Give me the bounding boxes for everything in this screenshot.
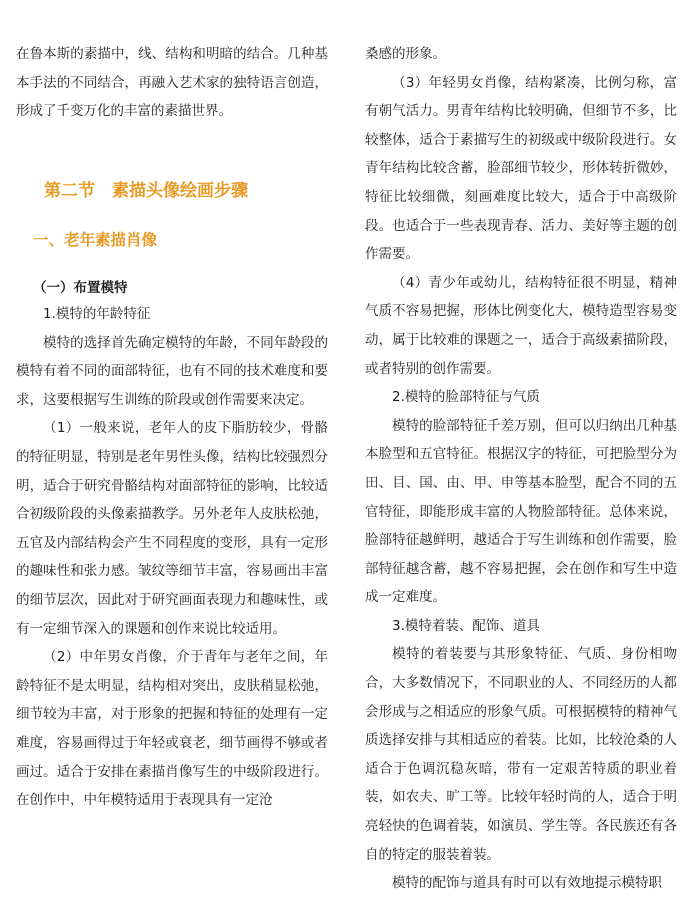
right-paragraph: （3）年轻男女肖像，结构紧凑，比例匀称，富有朝气活力。男青年结构比较明确，但细节不多，比较整体，适合于素描写生的初级或中级阶段进行。女青年结构比较含蓄，脸部细节较少，形体转折微妙，特征比较细微，刻画难度比较大，适合于中高级阶段。也适合于一些表现青春、活力、美好等主题的创作需要。 [365,74,677,263]
left-paragraph: （2）中年男女肖像，介于青年与老年之间，年龄特征不是太明显，结构相对突出，皮肤稍显松弛，细节较为丰富，对于形象的把握和特征的处理有一定难度，容易画得过于年轻或衰老，细节画得不够或者画过。适合于安排在素描肖像写生的中级阶段进行。在创作中，中年模特适用于表现具有一定沧 [16,649,328,809]
right-paragraph: 模特的着装要与其形象特征、气质、身份相吻合，大多数情况下，不同职业的人、不同经历的人都会形成与之相适应的形象气质。可根据模特的精神气质选择安排与其相适应的着装。比如，比较沧桑的人适合于色调沉稳灰暗，带有一定艰苦特质的职业着装，如农夫、旷工等。比较年轻时尚的人，适合于明亮轻快的色调着装，如演员、学生等。各民族还有各自的特定的服装着装。 [365,646,677,863]
right-paragraph: 2.模特的脸部特征与气质 [392,389,540,406]
right-paragraph: 桑感的形象。 [365,46,446,62]
right-paragraph: 模特的脸部特征千差万别，但可以归纳出几种基本脸型和五官特征。根据汉字的特征，可把脸型分为田、目、国、由、甲、申等基本脸型，配合不同的五官特征，即能形成丰富的人物脸部特征。总体来说，脸部特征越鲜明，越适合于写生训练和创作需要，脸部特征越含蓄，越不容易把握，会在创作和写生中造成一定难度。 [365,417,677,606]
right-paragraph: （4）青少年或幼儿，结构特征很不明显，精神气质不容易把握，形体比例变化大，模特造型容易变动，属于比较难的课题之一，适合于高级素描阶段，或者特别的创作需要。 [365,274,677,377]
left-column [16,40,328,126]
left-top-paragraph: 在鲁本斯的素描中，线、结构和明暗的结合。几种基本手法的不同结合，再融入艺术家的独特语言创造，形成了千变万化的丰富的素描世界。 [16,46,328,120]
subsection-title: 一、老年素描肖像 [33,231,158,249]
right-paragraph: 模特的配饰与道具有时可以有效地提示模特职 [392,875,662,892]
left-paragraph: 模特的选择首先确定模特的年龄，不同年龄段的模特有着不同的面部特征，也有不同的技术难度和要求，这要根据写生训练的阶段或创作需要来决定。 [16,334,328,408]
section-title: 第二节 素描头像绘画步骤 [44,181,248,201]
left-paragraph: 1.模特的年龄特征 [43,306,151,322]
subsubsection-title: （一）布置模特 [33,280,128,296]
right-paragraph: 3.模特着装、配饰、道具 [392,617,540,634]
left-body [16,300,328,815]
right-column [365,40,677,898]
left-paragraph: （1）一般来说，老年人的皮下脂肪较少，骨骼的特征明显，特别是老年男性头像，结构比较强烈分明，适合于研究骨骼结构对面部特征的影响，比较适合初级阶段的头像素描教学。另外老年人皮肤松弛，五官及内部结构会产生不同程度的变形，具有一定形的趣味性和张力感。皱纹等细节丰富，容易画出丰富的细节层次，因此对于研究画面表现力和趣味性，或有一定细节深入的课题和创作来说比较适用。 [16,420,328,637]
